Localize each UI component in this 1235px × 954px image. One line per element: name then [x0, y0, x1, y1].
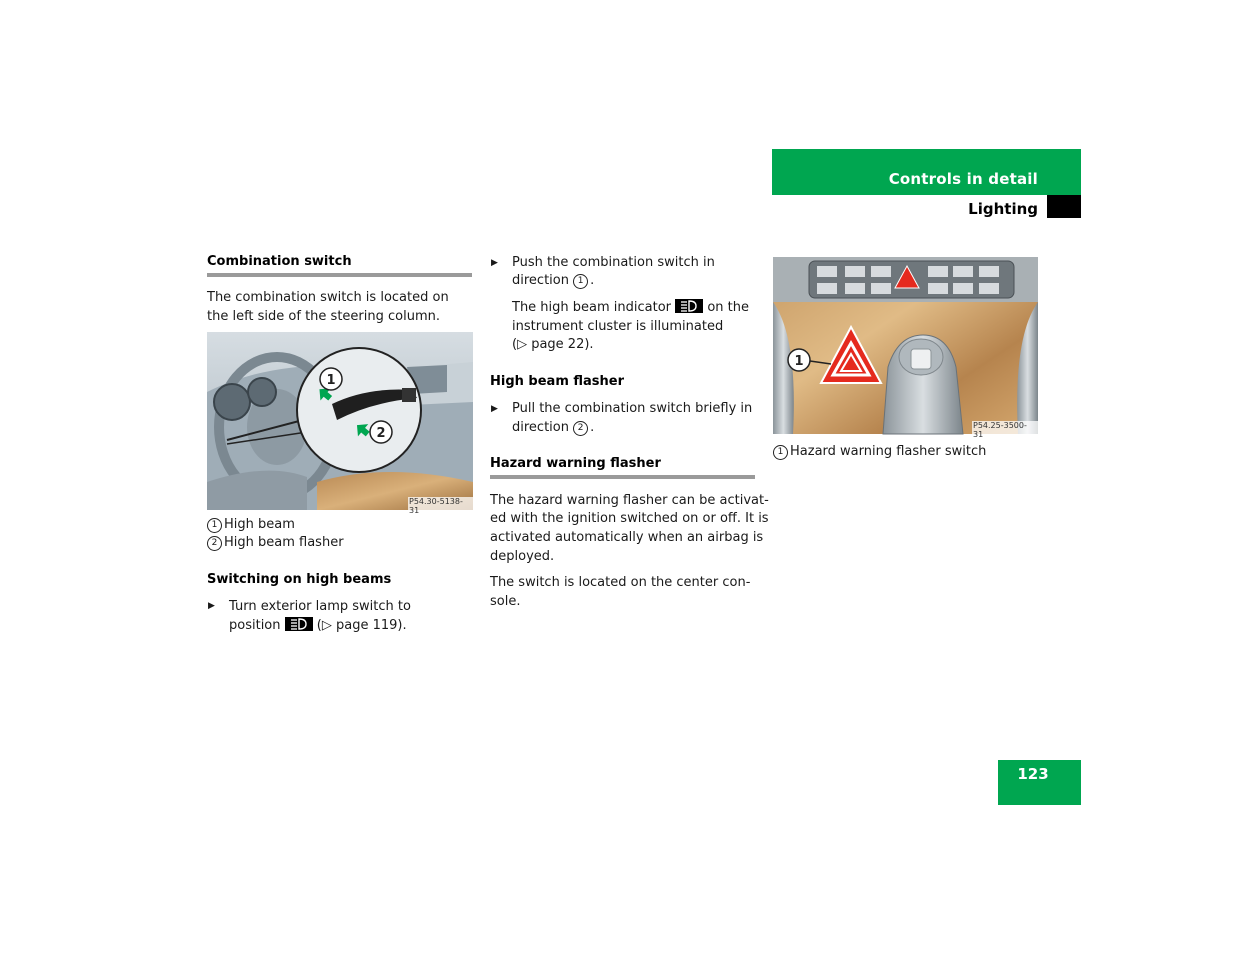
image-code: P54.30-5138-31: [408, 497, 473, 515]
direction-number: 1: [573, 274, 588, 289]
heading-rule: [207, 273, 472, 277]
section-title: Controls in detail: [888, 170, 1038, 188]
combination-switch-illustration: [207, 332, 473, 515]
switching-on-high-beams-heading: Switching on high beams: [207, 572, 392, 587]
bullet-triangle-icon: ▶: [491, 258, 498, 268]
combination-switch-intro: The combination switch is located on the left side of the steering column.: [207, 290, 449, 324]
page-number: 123: [1017, 765, 1049, 783]
result-text: instrument cluster is illuminated: [512, 319, 724, 334]
combination-switch-heading: Combination switch: [207, 254, 352, 269]
hazard-paragraph-line: The switch is located on the center con-: [490, 575, 751, 590]
step-text: Push the combination switch in: [512, 255, 715, 270]
high-beam-symbol-icon: [285, 617, 313, 631]
legend-item: 1 Hazard warning flasher switch: [773, 442, 986, 461]
direction-number: 2: [573, 421, 588, 436]
hazard-paragraph-line: sole.: [490, 594, 521, 609]
step-text: direction 1 .: [512, 273, 595, 288]
step-text: Turn exterior lamp switch to: [229, 599, 411, 614]
bullet-triangle-icon: ▶: [208, 601, 215, 611]
subsection-marker: [1047, 195, 1081, 218]
hazard-warning-flasher-heading: Hazard warning flasher: [490, 456, 661, 471]
high-beam-symbol-icon: [675, 299, 703, 313]
legend-item: 1 High beam: [207, 515, 295, 534]
callout-1: 1: [794, 354, 804, 369]
heading-rule: [490, 475, 755, 479]
hazard-paragraph-line: activated automatically when an airbag is: [490, 530, 764, 545]
result-text: (▷ page 22).: [512, 337, 594, 352]
subsection-title: Lighting: [968, 200, 1038, 218]
hazard-paragraph-line: ed with the ignition switched on or off. It is: [490, 511, 769, 526]
result-text: The high beam indicator on the: [512, 300, 749, 315]
hazard-paragraph-line: The hazard warning flasher can be activat-: [490, 493, 769, 508]
image-code: P54.25-3500-31: [972, 421, 1038, 439]
bullet-triangle-icon: ▶: [491, 404, 498, 414]
legend-number: 1: [773, 445, 788, 460]
callout-1: 1: [326, 373, 336, 388]
callout-2: 2: [376, 426, 386, 441]
hazard-paragraph-line: deployed.: [490, 549, 555, 564]
center-console-illustration: [773, 257, 1038, 439]
step-text: position (▷ page 119).: [229, 618, 407, 633]
legend-number: 2: [207, 536, 222, 551]
legend-number: 1: [207, 518, 222, 533]
high-beam-flasher-heading: High beam flasher: [490, 374, 625, 389]
legend-item: 2 High beam flasher: [207, 533, 344, 552]
step-text: Pull the combination switch briefly in: [512, 401, 753, 416]
step-text: direction 2 .: [512, 420, 595, 435]
